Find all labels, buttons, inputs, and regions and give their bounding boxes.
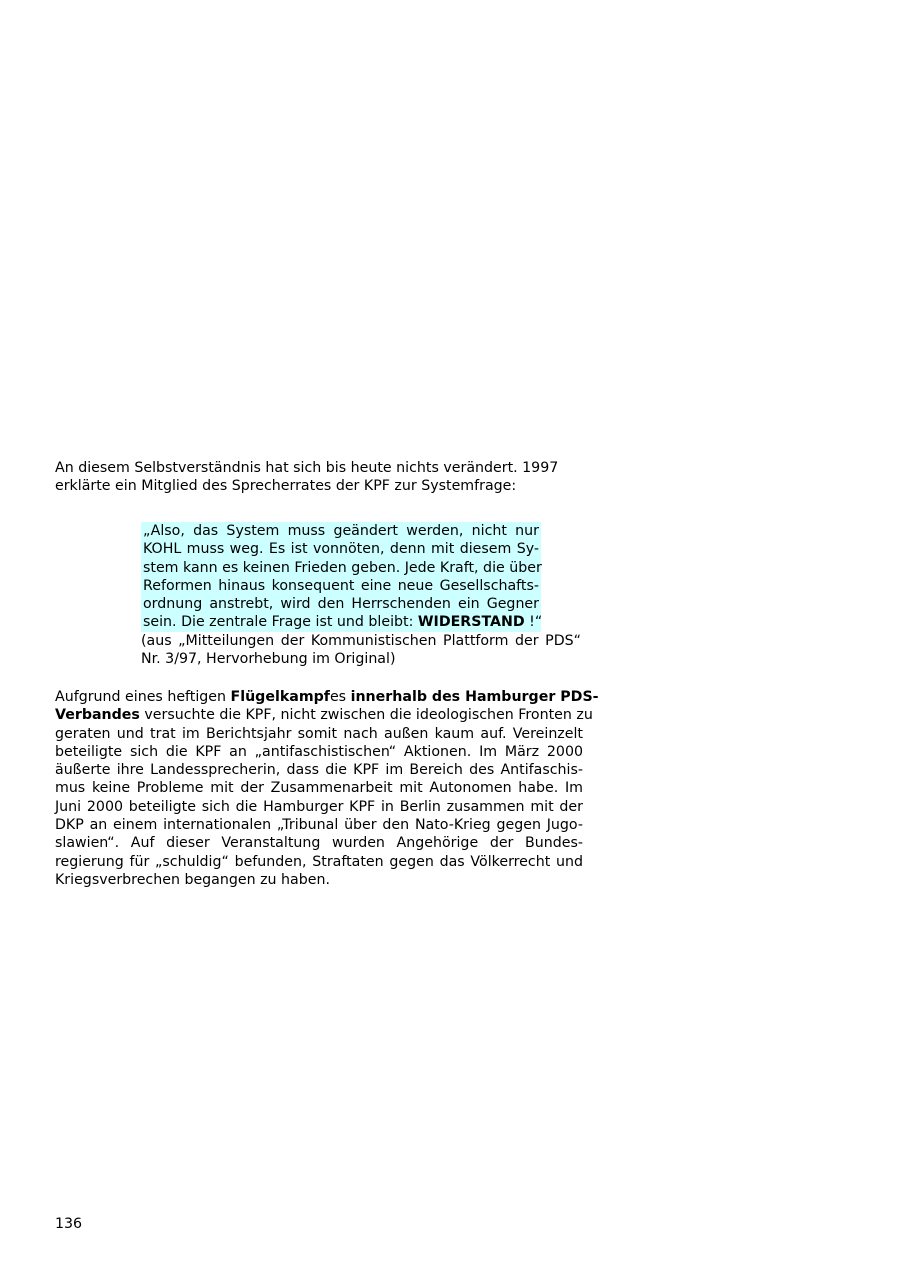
body-line: beteiligte sich die KPF an „antifaschistischen“ Aktionen. Im März 2000	[55, 743, 583, 760]
body-emphasis: Flügelkampf	[230, 689, 330, 705]
intro-paragraph	[55, 459, 583, 496]
quote-last-line-suffix: !“	[524, 614, 543, 631]
quote-line: „Also, das System muss geändert werden, nicht nur	[143, 523, 539, 539]
page-number: 136	[55, 1216, 83, 1232]
quote-last-line	[141, 613, 541, 631]
body-line: DKP an einem internationalen „Tribunal über den Nato-Krieg gegen Jugo-	[55, 817, 583, 834]
body-line1-prefix: Aufgrund eines heftigen	[55, 689, 231, 705]
intro-line: erklärte ein Mitglied des Sprecherrates der KPF zur Systemfrage:	[55, 478, 517, 495]
quote-line: Reformen hinaus konsequent eine neue Gesellschafts-	[143, 577, 539, 594]
body-line2-suffix: versuchte die KPF, nicht zwischen die ideologischen Fronten zu	[139, 707, 593, 724]
body-line	[55, 706, 593, 724]
body-line: Kriegsverbrechen begangen zu haben.	[55, 871, 330, 888]
body-line: Juni 2000 beteiligte sich die Hamburger KPF in Berlin zusammen mit der	[55, 798, 583, 815]
intro-line: An diesem Selbstverständnis hat sich bis heute nichts verändert. 1997	[55, 460, 559, 476]
quote-line: KOHL muss weg. Es ist vonnöten, denn mit diesem Sy-	[143, 541, 539, 558]
quote-last-line-prefix: sein. Die zentrale Frage ist und bleibt:	[143, 614, 418, 631]
body-emphasis: Verbandes	[55, 707, 140, 724]
body-line: mus keine Probleme mit der Zusammenarbeit mit Autonomen habe. Im	[55, 780, 583, 797]
body-line: äußerte ihre Landessprecherin, dass die KPF im Bereich des Antifaschis-	[55, 762, 583, 779]
body-line: slawien“. Auf dieser Veranstaltung wurden Angehörige der Bundes-	[55, 835, 583, 852]
quote-line: stem kann es keinen Frieden geben. Jede Kraft, die über	[143, 559, 542, 576]
quote-line: ordnung anstrebt, wird den Herrschenden ein Gegner	[143, 596, 539, 613]
block-quote	[141, 522, 585, 668]
quote-source-line: (aus „Mitteilungen der Kommunistischen Plattform der PDS“	[141, 632, 581, 649]
body-line	[55, 688, 599, 706]
body-emphasis: innerhalb des Hamburger PDS-	[350, 689, 599, 705]
body-line: regierung für „schuldig“ befunden, Straftaten gegen das Völkerrecht und	[55, 853, 583, 870]
body-paragraph	[55, 688, 599, 889]
body-line: geraten und trat im Berichtsjahr somit nach außen kaum auf. Vereinzelt	[55, 725, 583, 742]
body-line1-mid: es	[329, 689, 351, 705]
quote-source-line: Nr. 3/97, Hervorhebung im Original)	[141, 651, 396, 668]
quote-emphasis: WIDERSTAND	[417, 614, 525, 631]
